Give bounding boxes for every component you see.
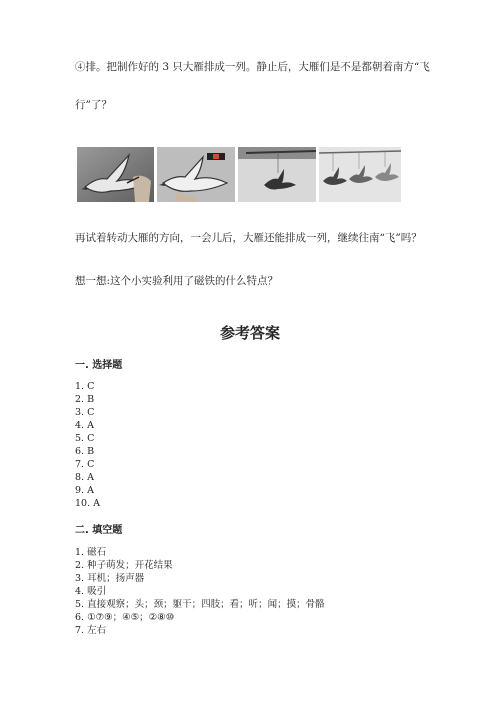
list-item: 9. A — [75, 485, 94, 496]
list-item: 1. 磁石 — [75, 547, 107, 558]
question-line: 想一想:这个小实验利用了磁铁的什么特点？ — [75, 275, 279, 287]
instruction-line-2: 行”了？ — [75, 99, 112, 111]
list-item: 3. C — [75, 407, 95, 418]
list-item: 5. 直接观察；头；颈；躯干；四肢；看；听；闻；摸；骨骼 — [75, 599, 325, 610]
section-heading-choice: 一. 选择题 — [75, 360, 123, 371]
list-item: 7. 左右 — [75, 625, 107, 636]
fill-blank-answers-list — [75, 546, 325, 637]
list-item: 10. A — [75, 498, 100, 509]
answers-title: 参考答案 — [219, 324, 280, 342]
instruction-line-3: 再试着转动大雁的方向，一会儿后，大雁还能排成一列，继续往南“飞”吗？ — [75, 232, 422, 244]
list-item: 2. 种子萌发；开花结果 — [75, 560, 173, 571]
list-item: 5. C — [75, 433, 95, 444]
list-item: 4. A — [75, 420, 94, 431]
experiment-photo-strip — [77, 147, 401, 202]
photo-cutting-goose — [77, 147, 154, 202]
list-item: 3. 耳机；扬声器 — [75, 573, 145, 584]
photo-goose-with-magnet — [157, 147, 235, 202]
list-item: 6. ①⑦⑨；④⑤；②⑧⑩ — [75, 612, 175, 623]
instruction-line-1: ④排。把制作好的 3 只大雁排成一列。静止后，大雁们是不是都朝着南方“飞 — [75, 61, 430, 73]
section-heading-fill-blank: 二. 填空题 — [75, 525, 123, 536]
list-item: 7. C — [75, 459, 95, 470]
list-item: 8. A — [75, 472, 94, 483]
list-item: 6. B — [75, 446, 95, 457]
photo-hanging-goose — [238, 147, 316, 202]
list-item: 1. C — [75, 381, 95, 392]
list-item: 2. B — [75, 394, 95, 405]
list-item: 4. 吸引 — [75, 586, 107, 597]
choice-answers-list — [75, 380, 100, 510]
photo-three-geese — [319, 147, 401, 202]
